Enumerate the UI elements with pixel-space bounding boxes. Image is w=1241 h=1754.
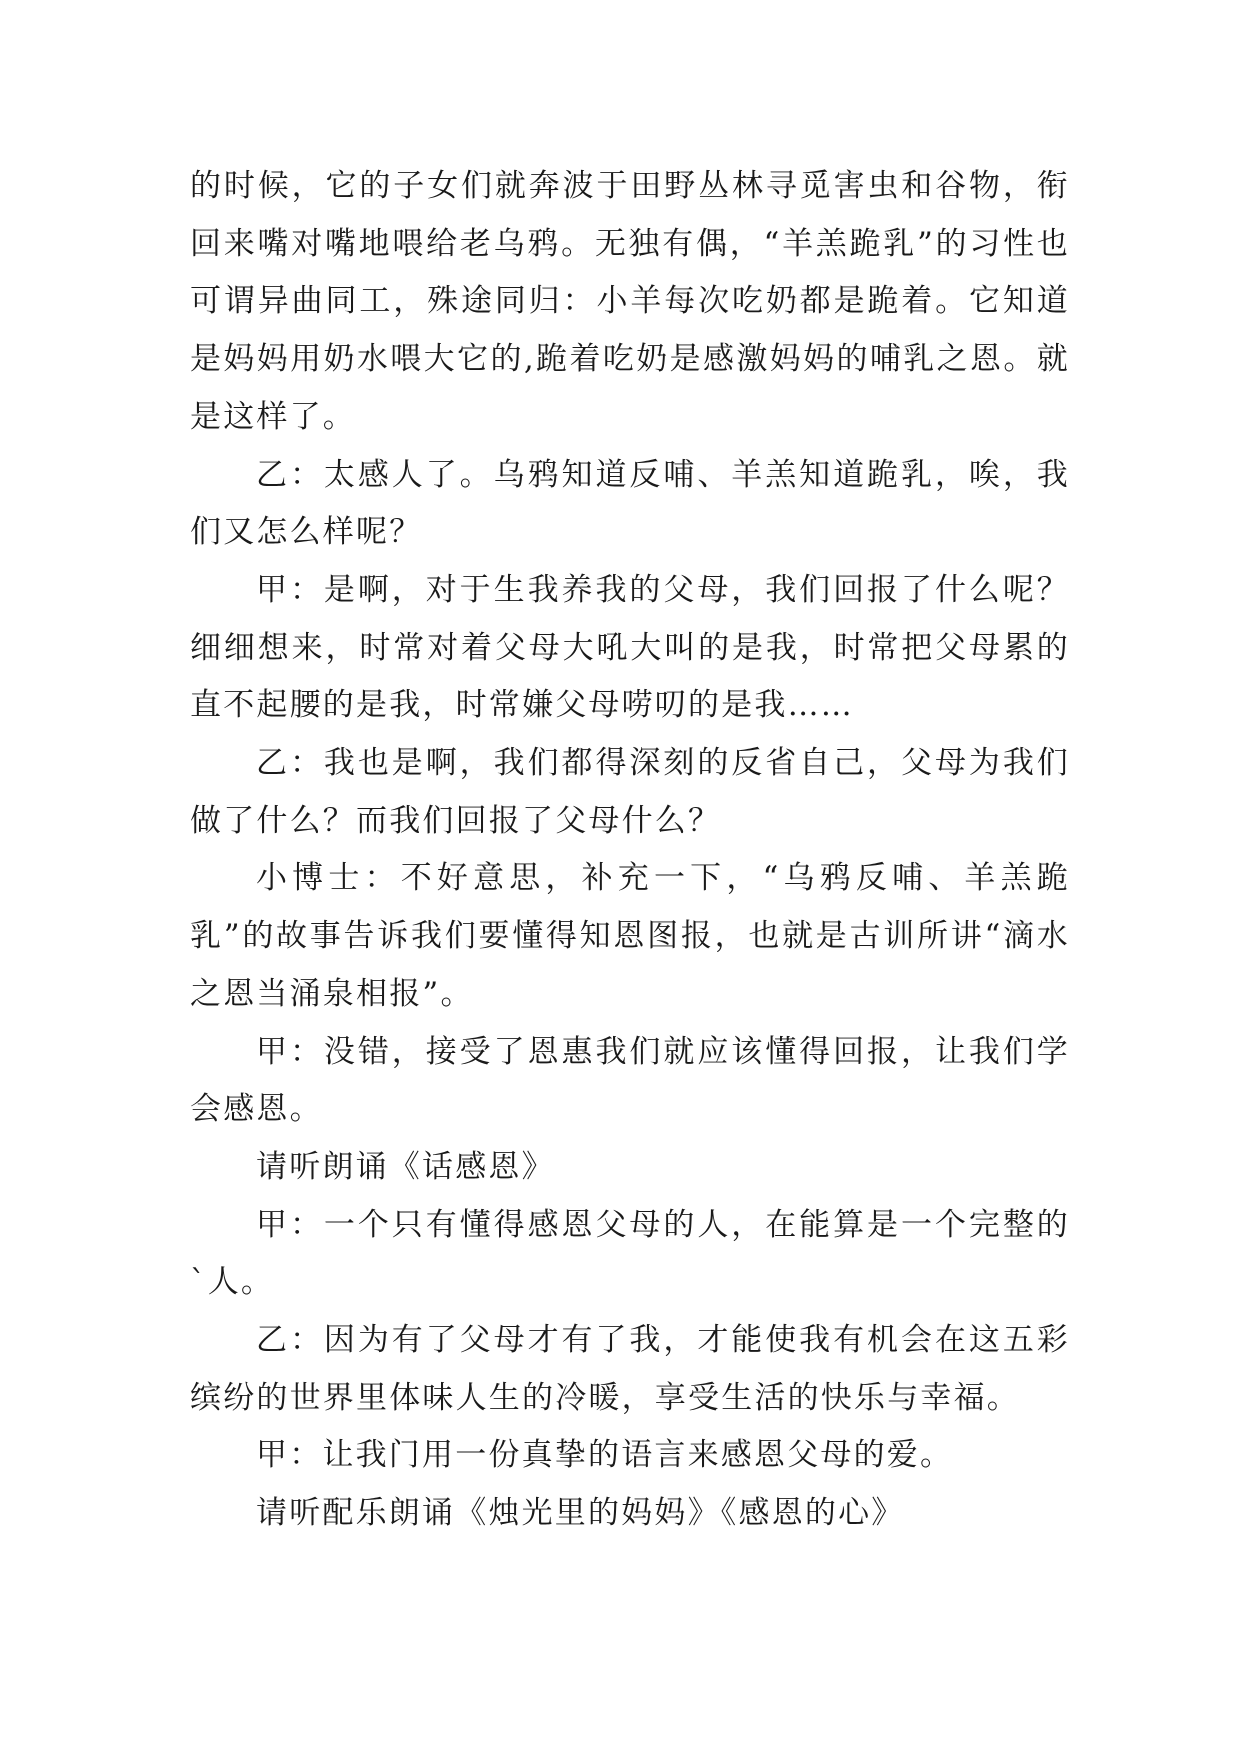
- paragraph-yi-touched: 乙：太感人了。乌鸦知道反哺、羊羔知道跪乳，唉，我们又怎么样呢？: [190, 456, 1070, 551]
- paragraph-jia-sincere-words: 甲：让我门用一份真挚的语言来感恩父母的爱。: [256, 1437, 954, 1474]
- paragraph-crow-and-lamb-story: 的时候，它的子女们就奔波于田野丛林寻觅害虫和谷物，衔回来嘴对嘴地喂给老乌鸦。无独有偶，“羊羔跪乳”的习性也可谓异曲同工，殊途同归：小羊每次吃奶都是跪着。它知道是妈妈用奶水喂大它的,跪着吃奶是感激妈妈的哺乳之恩。就是这样了。: [190, 168, 1070, 435]
- paragraph-jia-complete-person: 甲：一个只有懂得感恩父母的人，在能算是一个完整的`人。: [190, 1206, 1070, 1301]
- paragraph-recitation-2: 请听配乐朗诵《烛光里的妈妈》《感恩的心》: [256, 1495, 905, 1532]
- paragraph-jia-learn-gratitude: 甲：没错，接受了恩惠我们就应该懂得回报，让我们学会感恩。: [190, 1033, 1070, 1128]
- paragraph-doctor-supplement: 小博士：不好意思，补充一下，“乌鸦反哺、羊羔跪乳”的故事告诉我们要懂得知恩图报，也就是古训所讲“滴水之恩当涌泉相报”。: [190, 860, 1070, 1012]
- paragraph-recitation-1: 请听朗诵《话感恩》: [256, 1148, 555, 1185]
- paragraph-yi-parents: 乙：因为有了父母才有了我，才能使我有机会在这五彩缤纷的世界里体味人生的冷暖，享受生活的快乐与幸福。: [190, 1322, 1070, 1416]
- paragraph-jia-reflection: 甲：是啊，对于生我养我的父母，我们回报了什么呢？细细想来，时常对着父母大吼大叫的是我，时常把父母累的直不起腰的是我，时常嫌父母唠叨的是我……: [190, 571, 1070, 724]
- paragraph-yi-introspection: 乙：我也是啊，我们都得深刻的反省自己，父母为我们做了什么？而我们回报了父母什么？: [190, 745, 1070, 839]
- document-body: [190, 158, 1070, 1543]
